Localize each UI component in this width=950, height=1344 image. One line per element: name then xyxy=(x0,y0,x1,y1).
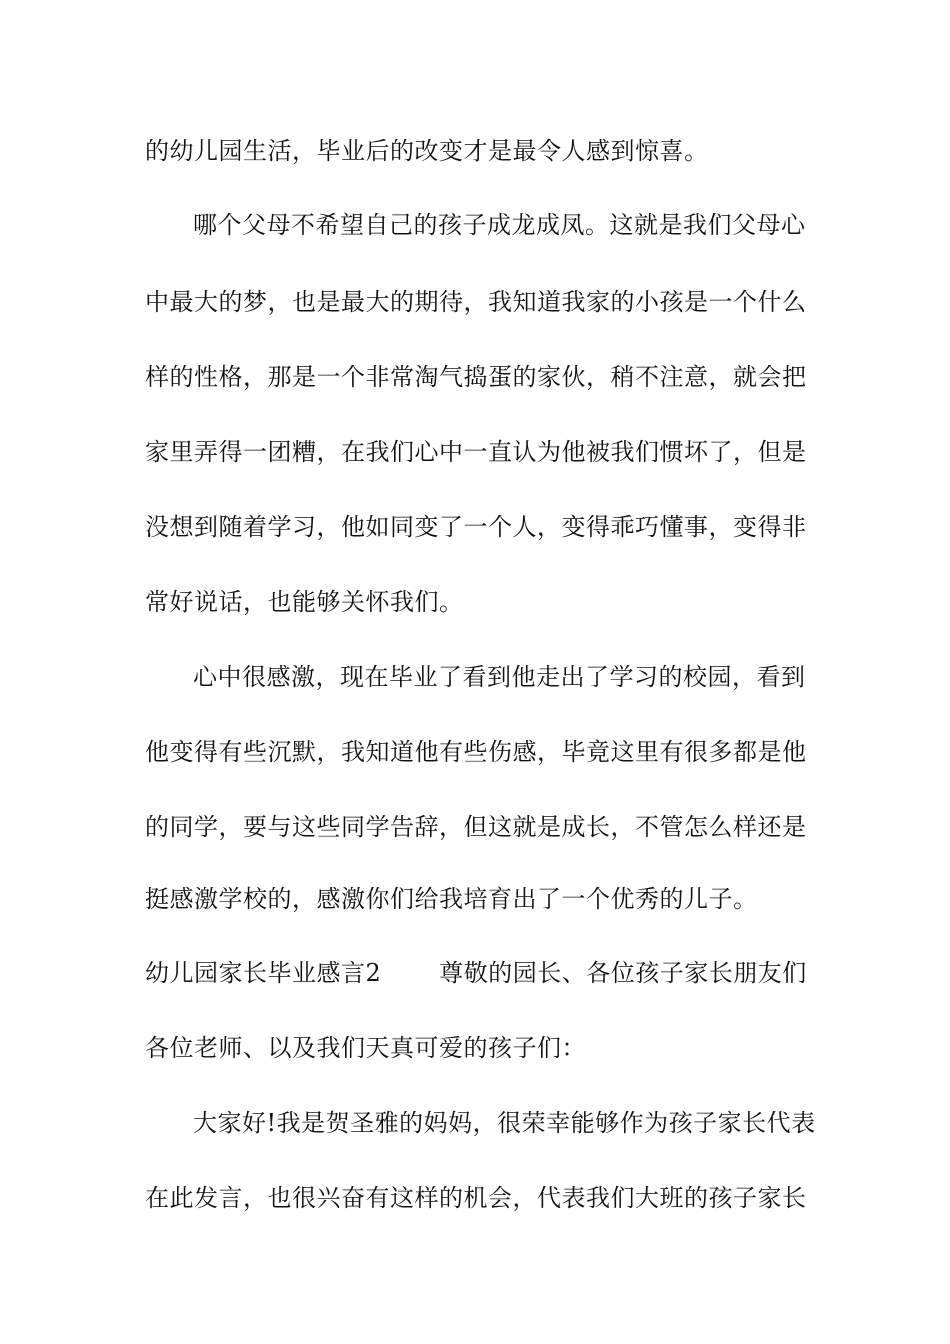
text-line: 他变得有些沉默，我知道他有些伤感，毕竟这里有很多都是他 xyxy=(145,738,807,766)
paragraph-first-line: 大家好!我是贺圣雅的妈妈，很荣幸能够作为孩子家长代表 xyxy=(193,1109,816,1137)
section-heading-line xyxy=(145,958,807,988)
text-line: 的同学，要与这些同学告辞，但这就是成长，不管怎么样还是 xyxy=(145,813,807,841)
text-line: 各位老师、以及我们天真可爱的孩子们： xyxy=(145,1034,586,1062)
paragraph-first-line: 哪个父母不希望自己的孩子成龙成凤。这就是我们父母心 xyxy=(193,211,806,239)
text-line: 中最大的梦，也是最大的期待，我知道我家的小孩是一个什么 xyxy=(145,288,807,316)
text-line: 样的性格，那是一个非常淘气捣蛋的家伙，稍不注意，就会把 xyxy=(145,363,807,391)
section-heading-salutation: 尊敬的园长、各位孩子家长朋友们 xyxy=(439,959,807,987)
paragraph-first-line: 心中很感激，现在毕业了看到他走出了学习的校园，看到 xyxy=(193,663,806,691)
section-heading-title: 幼儿园家长毕业感言2 xyxy=(145,959,382,987)
text-line: 在此发言，也很兴奋有这样的机会，代表我们大班的孩子家长 xyxy=(145,1184,807,1212)
text-line: 没想到随着学习，他如同变了一个人，变得乖巧懂事，变得非 xyxy=(145,513,807,541)
text-line: 常好说话，也能够关怀我们。 xyxy=(145,588,464,616)
text-line: 的幼儿园生活，毕业后的改变才是最令人感到惊喜。 xyxy=(145,137,709,165)
text-line: 挺感激学校的，感激你们给我培育出了一个优秀的儿子。 xyxy=(145,885,758,913)
text-line: 家里弄得一团糟，在我们心中一直认为他被我们惯坏了，但是 xyxy=(145,438,807,466)
